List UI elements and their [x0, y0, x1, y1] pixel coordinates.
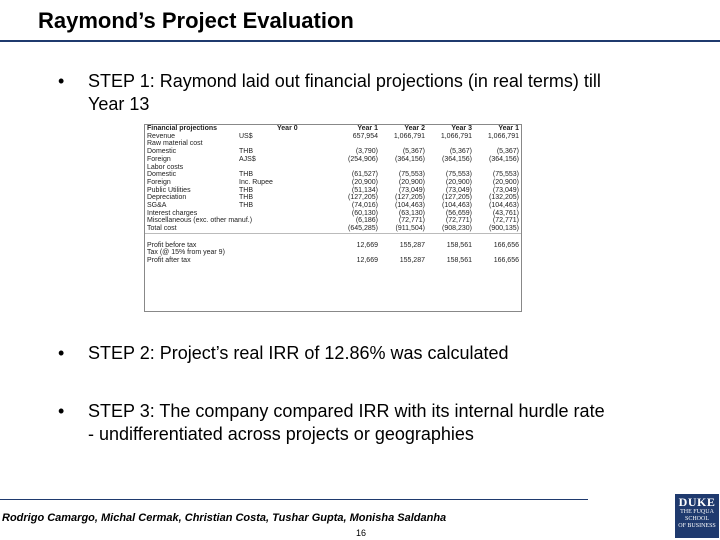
table-cell: Year 1	[498, 125, 519, 132]
table-cell	[275, 156, 333, 164]
table-cell: THB	[239, 202, 253, 210]
table-cell: (20,900)	[492, 178, 519, 186]
table-cell	[275, 257, 333, 265]
table-cell	[333, 140, 380, 148]
table-cell	[275, 210, 333, 218]
table-cell: (5,367)	[496, 148, 519, 156]
table-cell: (61,527)	[351, 171, 378, 179]
table-cell: SG&A	[147, 202, 167, 210]
table-cell: Financial projections	[147, 125, 218, 132]
table-cell	[275, 194, 333, 202]
bullet-line: Year 13	[88, 94, 150, 114]
table-row	[145, 217, 521, 225]
table-cell	[275, 179, 333, 187]
table-cell: (51,134)	[351, 186, 378, 194]
table-cell: 657,954	[352, 132, 378, 140]
title-divider	[0, 40, 720, 42]
table-cell	[427, 140, 474, 148]
table-header-row	[145, 125, 521, 133]
table-cell: Interest charges	[147, 209, 198, 217]
table-cell	[380, 164, 427, 172]
table-cell: (72,771)	[398, 217, 425, 225]
logo-line: OF BUSINESS	[678, 523, 716, 529]
table-row	[145, 179, 521, 187]
page-number: 16	[356, 528, 367, 538]
footer-divider	[0, 499, 588, 500]
table-cell	[237, 233, 275, 241]
footer-authors: Rodrigo Camargo, Michal Cermak, Christian Costa, Tushar Gupta, Monisha Saldanha	[2, 512, 447, 524]
table-cell	[275, 217, 333, 225]
table-cell: (6,186)	[355, 217, 378, 225]
logo-line: DUKE	[678, 495, 716, 509]
table-cell	[474, 140, 521, 148]
table-cell: (645,285)	[348, 225, 378, 233]
table-cell: 1,066,791	[393, 132, 425, 140]
table-cell: (127,205)	[395, 194, 425, 202]
table-cell: (20,900)	[445, 178, 472, 186]
table-row	[145, 187, 521, 195]
table-cell: THB	[239, 194, 253, 202]
table-cell	[333, 249, 380, 257]
table-cell: AJS$	[239, 155, 256, 163]
table-cell	[275, 171, 333, 179]
table-cell: (73,049)	[445, 186, 472, 194]
table-row	[145, 171, 521, 179]
table-cell: (104,463)	[442, 202, 472, 210]
table-cell: Tax (@ 15% from year 9)	[147, 249, 225, 257]
table-row	[145, 133, 521, 141]
bullet-line: STEP 3: The company compared IRR with its internal hurdle rate	[88, 401, 605, 421]
table-cell	[474, 164, 521, 172]
table-cell: (908,230)	[442, 225, 472, 233]
table-cell	[237, 242, 275, 250]
table-cell: Domestic	[147, 171, 177, 179]
table-cell: THB	[239, 171, 253, 179]
table-cell	[380, 140, 427, 148]
table-cell: Profit after tax	[147, 256, 191, 264]
table-cell	[237, 257, 275, 265]
table-row	[145, 140, 521, 148]
table-cell: (132,205)	[489, 194, 519, 202]
bullet-marker: •	[58, 71, 65, 91]
table-cell	[427, 233, 474, 241]
table-cell: Public Utilities	[147, 186, 191, 194]
table-cell: Revenue	[147, 132, 176, 140]
table-cell: (72,771)	[445, 217, 472, 225]
table-cell: (104,463)	[489, 202, 519, 210]
table-row	[145, 202, 521, 210]
table-cell: 1,066,791	[440, 132, 472, 140]
table-cell: (73,049)	[492, 186, 519, 194]
table-cell	[237, 210, 275, 218]
slide-title: Raymond’s Project Evaluation	[38, 8, 354, 33]
table-cell	[275, 164, 333, 172]
duke-fuqua-logo	[675, 494, 719, 538]
table-cell: (5,367)	[449, 148, 472, 156]
bullet-line: - undifferentiated across projects or geographies	[88, 424, 474, 444]
table-cell	[427, 249, 474, 257]
logo-line: SCHOOL	[684, 516, 709, 522]
table-row	[145, 242, 521, 250]
table-row	[145, 148, 521, 156]
table-cell: 166,656	[493, 241, 519, 249]
table-cell: Domestic	[147, 148, 177, 156]
table-cell: Foreign	[147, 155, 171, 163]
table-cell: (104,463)	[395, 202, 425, 210]
table-row	[145, 233, 521, 241]
bullet-marker: •	[58, 343, 65, 363]
table-cell: 166,656	[493, 256, 519, 264]
table-cell	[145, 233, 237, 241]
table-cell: THB	[239, 148, 253, 156]
table-cell: (74,016)	[351, 202, 378, 210]
table-cell: US$	[239, 132, 253, 140]
table-cell: (20,900)	[351, 178, 378, 186]
table-cell	[275, 187, 333, 195]
table-cell: (911,504)	[395, 225, 425, 233]
table-cell: Year 2	[404, 125, 425, 132]
table-cell: 158,561	[446, 256, 472, 264]
table-row	[145, 249, 521, 257]
table-cell	[474, 233, 521, 241]
table-cell: 158,561	[446, 241, 472, 249]
table-cell	[474, 249, 521, 257]
table-cell	[237, 125, 275, 133]
table-cell: (364,156)	[489, 155, 519, 163]
table-cell: Depreciation	[147, 194, 187, 202]
table-cell: (127,205)	[442, 194, 472, 202]
table-cell	[275, 140, 333, 148]
table-cell: (72,771)	[492, 217, 519, 225]
table-cell: (56,659)	[445, 209, 472, 217]
table-cell	[427, 164, 474, 172]
table-cell	[275, 133, 333, 141]
table-row	[145, 194, 521, 202]
table-cell: Total cost	[147, 225, 177, 233]
table-cell	[275, 225, 333, 233]
table-cell: 12,669	[356, 241, 378, 249]
table-cell: (3,790)	[355, 148, 378, 156]
table-cell: 12,669	[356, 256, 378, 264]
table-row	[145, 210, 521, 218]
table-cell	[237, 164, 275, 172]
table-cell: Labor costs	[147, 163, 184, 171]
table-cell: (5,367)	[402, 148, 425, 156]
table-row	[145, 225, 521, 233]
table-cell: (73,049)	[398, 186, 425, 194]
table-row	[145, 164, 521, 172]
table-cell: (127,205)	[348, 194, 378, 202]
bullet-line: STEP 2: Project’s real IRR of 12.86% was calculated	[88, 343, 509, 363]
table-cell: (20,900)	[398, 178, 425, 186]
table-cell: Miscellaneous (exc. other manuf.)	[147, 217, 253, 225]
table-cell: Inc. Rupee	[239, 178, 273, 186]
table-cell	[237, 225, 275, 233]
table-cell	[275, 242, 333, 250]
table-cell	[333, 233, 380, 241]
table-cell: (364,156)	[442, 155, 472, 163]
table-cell: Year 1	[357, 125, 378, 132]
table-cell: (43,761)	[492, 209, 519, 217]
table-row	[145, 156, 521, 164]
table-cell	[275, 148, 333, 156]
table-cell	[237, 140, 275, 148]
table-cell: (900,135)	[489, 225, 519, 233]
table-cell	[275, 249, 333, 257]
table-cell: (63,130)	[398, 209, 425, 217]
table-cell: THB	[239, 186, 253, 194]
table-cell: Year 0	[277, 125, 298, 132]
bullet-line: STEP 1: Raymond laid out financial projections (in real terms) till	[88, 71, 601, 91]
table-cell: 155,287	[399, 256, 425, 264]
table-cell: (75,553)	[492, 171, 519, 179]
table-cell: (364,156)	[395, 155, 425, 163]
table-cell: 1,066,791	[487, 132, 519, 140]
table-cell: 155,287	[399, 241, 425, 249]
table-cell: (75,553)	[445, 171, 472, 179]
table-row	[145, 257, 521, 265]
table-cell	[275, 233, 333, 241]
table-cell: (75,553)	[398, 171, 425, 179]
table-cell	[275, 202, 333, 210]
table-cell: Year 3	[451, 125, 472, 132]
bullet-marker: •	[58, 401, 65, 421]
table-cell: (254,906)	[348, 155, 378, 163]
table-cell	[380, 233, 427, 241]
table-cell: Profit before tax	[147, 241, 197, 249]
table-cell: Raw material cost	[147, 140, 203, 148]
table-cell: (60,130)	[351, 209, 378, 217]
table-cell: Foreign	[147, 178, 171, 186]
table-cell	[333, 164, 380, 172]
financial-projections-table	[144, 124, 522, 312]
table-cell	[380, 249, 427, 257]
table-cell	[237, 249, 275, 257]
logo-line: THE FUQUA	[680, 509, 714, 515]
